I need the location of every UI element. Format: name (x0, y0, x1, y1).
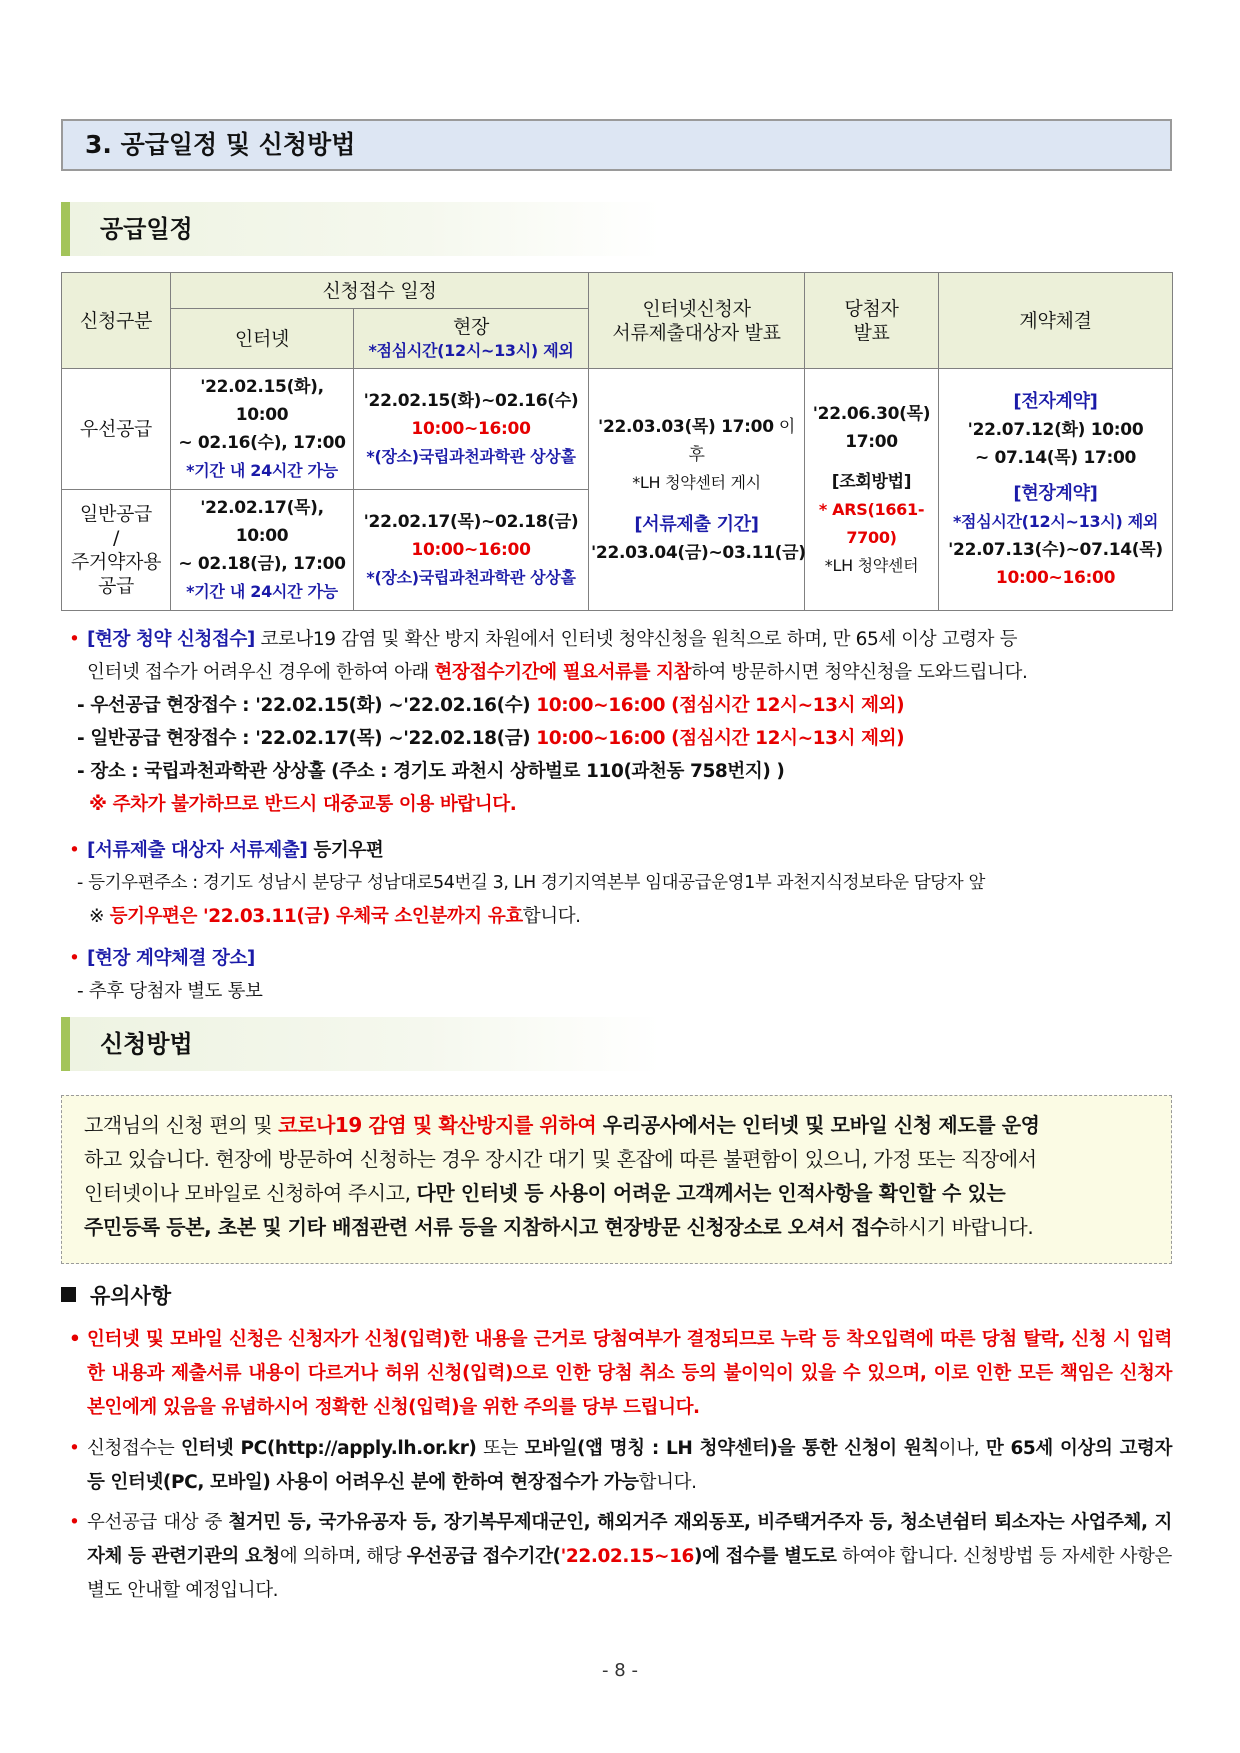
header-category: 신청구분 (62, 273, 171, 369)
header-doc-announce: 인터넷신청자 서류제출대상자 발표 (589, 273, 805, 369)
doc-submit: • [서류제출 대상자 서류제출] 등기우편 - 등기우편주소 : 경기도 성남시 분당구 성남대로54번길 3, LH 경기지역본부 임대공급운영1부 과천지식정보타운 담당자 앞 ※ 등기우편은 '22.03.11(금) 우체국 소인분까지 유효합니다. (61, 834, 1172, 933)
caution-1: • 인터넷 및 모바일 신청은 신청자가 신청(입력)한 내용을 근거로 당첨여부가 결정되므로 누락 등 착오입력에 따른 당첨 탈락, 신청 시 입력한 내용과 제출서류 내용이 다르거나 허위 신청(입력)으로 인한 당첨 취소 등의 불이익이 있을 수 있으며, 이로 인한 모든 책임은 신청자 본인에게 있음을 유념하시어 정확한 신청(입력)을 위한 주의를 당부 드립니다. (61, 1323, 1172, 1425)
caution-2: • 신청접수는 인터넷 PC(http://apply.lh.or.kr) 또는 모바일(앱 명칭 : LH 청약센터)을 통한 신청이 원칙이나, 만 65세 이상의 고령자 등 인터넷(PC, 모바일) 사용이 어려우신 분에 한하여 현장접수가 가능합니다. (61, 1432, 1172, 1500)
contract-cell: [전자계약] '22.07.12(화) 10:00 ~ 07.14(목) 17:00 [현장계약] *점심시간(12시~13시) 제외 '22.07.13(수)~07.14(목) 10:00~16:00 (939, 369, 1173, 611)
row-internet: '22.02.17(목), 10:00 ~ 02.18(금), 17:00 *기간 내 24시간 가능 (171, 490, 354, 611)
header-contract: 계약체결 (939, 273, 1173, 369)
row-onsite: '22.02.17(목)~02.18(금) 10:00~16:00 *(장소)국립과천과학관 상상홀 (354, 490, 589, 611)
header-receipt-schedule: 신청접수 일정 (171, 273, 589, 309)
table-row (62, 369, 1173, 490)
schedule-subtitle: 공급일정 (61, 202, 661, 256)
schedule-table (61, 272, 1173, 611)
row-onsite: '22.02.15(화)~02.16(수) 10:00~16:00 *(장소)국립과천과학관 상상홀 (354, 369, 589, 490)
cautions-title: 유의사항 (61, 1280, 171, 1310)
contract-place: • [현장 계약체결 장소] - 추후 당첨자 별도 통보 (61, 942, 1172, 1008)
row-category: 일반공급 / 주거약자용 공급 (62, 490, 171, 611)
page-number: - 8 - (602, 1660, 638, 1681)
method-notice-box: 고객님의 신청 편의 및 코로나19 감염 및 확산방지를 위하여 우리공사에서는 인터넷 및 모바일 신청 제도를 운영 하고 있습니다. 현장에 방문하여 신청하는 경우 장시간 대기 및 혼잡에 따른 불편함이 있으니, 가정 또는 직장에서 인터넷이나 모바일로 신청하여 주시고, 다만 인터넷 등 사용이 어려운 고객께서는 인적사항을 확인할 수 있는 주민등록 등본, 초본 및 기타 배점관련 서류 등을 지참하시고 현장방문 신청장소로 오셔서 접수하시기 바랍니다. (61, 1095, 1172, 1264)
header-onsite: 현장 *점심시간(12시~13시) 제외 (354, 309, 589, 369)
header-onsite-note: *점심시간(12시~13시) 제외 (368, 340, 574, 360)
winner-cell: '22.06.30(목) 17:00 [조회방법] * ARS(1661-7700) *LH 청약센터 (805, 369, 939, 611)
method-subtitle: 신청방법 (61, 1017, 661, 1071)
onsite-notice: • [현장 청약 신청접수] 코로나19 감염 및 확산 방지 차원에서 인터넷 청약신청을 원칙으로 하며, 만 65세 이상 고령자 등 인터넷 접수가 어려우신 경우에 한하여 아래 현장접수기간에 필요서류를 지참하여 방문하시면 청약신청을 도와드립니다. - 우선공급 현장접수 : '22.02.15(화) ~'22.02.16(수) 10:00~16:00 (점심시간 12시~13시 제외) - 일반공급 현장접수 : '22.02.17(목) ~'22.02.18(금) 10:00~16:00 (점심시간 12시~13시 제외) - 장소 : 국립과천과학관 상상홀 (주소 : 경기도 과천시 상하벌로 110(과천동 758번지) ) ※ 주차가 불가하므로 반드시 대중교통 이용 바랍니다. (61, 623, 1172, 821)
header-winner: 당첨자 발표 (805, 273, 939, 369)
caution-3: • 우선공급 대상 중 철거민 등, 국가유공자 등, 장기복무제대군인, 해외거주 재외동포, 비주택거주자 등, 청소년쉼터 퇴소자는 사업주체, 지자체 등 관련기관의 요청에 의하며, 해당 우선공급 접수기간('22.02.15~16)에 접수를 별도로 하여야 합니다. 신청방법 등 자세한 사항은 별도 안내할 예정입니다. (61, 1506, 1172, 1608)
row-internet: '22.02.15(화), 10:00 ~ 02.16(수), 17:00 *기간 내 24시간 가능 (171, 369, 354, 490)
square-bullet-icon (61, 1287, 76, 1302)
section-title: 3. 공급일정 및 신청방법 (61, 119, 1172, 171)
doc-announce-cell: '22.03.03(목) 17:00 이후 *LH 청약센터 게시 [서류제출 기간] '22.03.04(금)~03.11(금) (589, 369, 805, 611)
header-internet: 인터넷 (171, 309, 354, 369)
row-category: 우선공급 (62, 369, 171, 490)
